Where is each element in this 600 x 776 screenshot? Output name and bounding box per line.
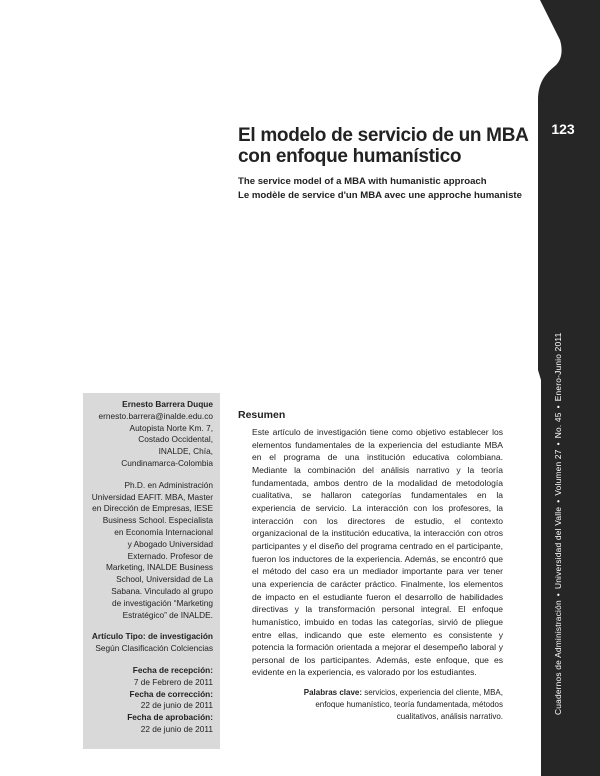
article-classification: Según Clasificación Colciencias: [95, 643, 213, 654]
bullet: •: [553, 442, 563, 446]
author-info-box: [83, 393, 220, 749]
article-type: Artículo Tipo: de investigación: [91, 631, 213, 642]
author-address-line: INALDE, Chía,: [158, 446, 213, 457]
approved-date: 22 de junio de 2011: [140, 723, 213, 734]
author-name: Ernesto Barrera Duque: [122, 399, 213, 409]
period: Enero-Junio 2011: [553, 332, 563, 402]
bullet: •: [553, 499, 563, 503]
author-bio-line: en Dirección de Empresas, IESE: [92, 503, 213, 514]
university-name: Universidad del Valle: [553, 506, 563, 590]
journal-name: Cuadernos de Administración: [553, 600, 563, 715]
keywords: [300, 687, 503, 723]
author-bio-line: Universidad EAFIT. MBA, Master: [91, 491, 213, 502]
article-title-french: Le modèle de service d'un MBA avec une approche humaniste: [238, 190, 522, 201]
corrected-date: 22 de junio de 2011: [140, 700, 213, 711]
author-bio-line: en Economía Internacional: [114, 526, 213, 537]
author-bio-line: School, Universidad de La: [116, 574, 213, 585]
keywords-label: Palabras clave:: [303, 688, 363, 697]
volume: Volumen 27: [553, 449, 563, 496]
author-bio-line: Ph.D. en Administración: [124, 479, 213, 490]
bullet: •: [553, 593, 563, 597]
corrected-label: Fecha de corrección:: [129, 688, 213, 699]
author-bio-line: Externado. Profesor de: [127, 550, 213, 561]
author-address-line: Cundinamarca-Colombia: [121, 457, 213, 468]
author-bio-line: Estratégico” de INALDE.: [122, 609, 213, 620]
abstract-text: Este artículo de investigación tiene como objetivo establecer los elementos fundamentales de la experiencia del estudiante MBA en el programa de una institución educativa colombiana. Mediante la combinación del análisis narrativo y la teoría fundamentada, ambos dentro de la modalidad de metodología cualitativa, se hallaron categorías fundamentales en la experiencia de servicio. La interacción con los profesores, la interacción con los directores de estudio, el contexto organizacional de la institución educativa, la interacción con otros participantes y el diseño del programa centrado en el participante, fueron los inductores de la experiencia. Además, se encontró que el método del caso era un mediador importante para ver tener una experiencia de carácter práctico. Finalmente, los elementos de impacto en el estudiante fueron el desarrollo de habilidades directivas y la transformación personal integral. El enfoque humanístico, imbuido en todas las categorías, sirvió de pliegue entre ellas, indicando que este elemento es consistente y potencia la formación orientada a mejorar el desempeño laboral y personal de los participantes. Además, este enfoque, que es evidente en la experiencia, es valorado por los estudiantes.: [252, 427, 503, 678]
article-title-line-2: con enfoque humanístico: [238, 146, 462, 167]
received-label: Fecha de recepción:: [132, 664, 213, 675]
journal-vertical-info: [553, 295, 563, 715]
author-bio-line: Marketing, INALDE Business: [106, 562, 213, 573]
page-number: 123: [551, 121, 575, 137]
title-block: [238, 125, 538, 203]
author-bio-line: Sabana. Vinculado al grupo: [111, 585, 213, 596]
abstract-heading: Resumen: [238, 409, 286, 421]
author-address-line: Autopista Norte Km. 7,: [129, 422, 213, 433]
author-email: ernesto.barrera@inalde.edu.co: [98, 410, 213, 421]
author-bio-line: Business School. Especialista: [102, 515, 213, 526]
issue: No. 45: [553, 412, 563, 439]
bullet: •: [553, 405, 563, 409]
article-title-line-1: El modelo de servicio de un MBA: [238, 125, 529, 146]
approved-label: Fecha de aprobación:: [127, 712, 213, 723]
keywords-list: servicios, experiencia del cliente, MBA, enfoque humanístico, teoría fundamentada, métodos cualitativos, análisis narrativo.: [315, 688, 503, 721]
author-bio-line: y Abogado Universidad: [127, 538, 213, 549]
author-bio-line: de investigación “Marketing: [112, 597, 213, 608]
article-title-english: The service model of a MBA with humanistic approach: [238, 176, 487, 187]
author-address-line: Costado Occidental,: [138, 434, 213, 445]
received-date: 7 de Febrero de 2011: [133, 676, 213, 687]
